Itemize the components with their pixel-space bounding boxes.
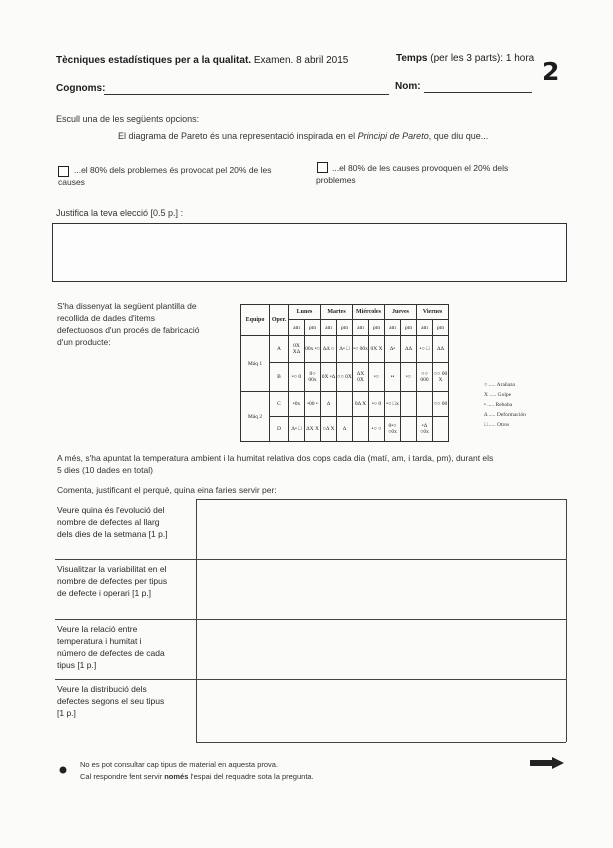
tally-cell: •Δ ○0x — [417, 417, 433, 442]
head-equipo: Equipo — [241, 305, 270, 336]
answer-box-relation[interactable] — [198, 621, 564, 678]
answer-box-distribution[interactable] — [198, 681, 564, 741]
answer-divider — [55, 559, 566, 560]
defect-legend: ○ ..... Arañazo X ..... Golpe • ..... Rebaba Δ ..... Deformación □ ..... Otros — [484, 382, 526, 428]
head-day: Viernes — [417, 305, 449, 320]
answer-box-variability[interactable] — [198, 561, 564, 618]
tally-cell: ○○ 000 — [417, 363, 433, 392]
tally-cell: 00x •○ — [305, 336, 321, 363]
head-half: pm — [401, 320, 417, 336]
tally-cell: ΔΔ — [433, 336, 449, 363]
cognoms-field[interactable] — [104, 94, 389, 95]
head-day: Miércoles — [353, 305, 385, 320]
footer-notes: No es pot consultar cap tipus de material en aquesta prova. Cal respondre fent servir només l'espai del requadre sota la pregunta. — [80, 760, 314, 781]
tally-cell: •○ □x — [385, 392, 401, 417]
page-number: 2 — [542, 57, 560, 86]
tally-cell: Δ — [337, 417, 353, 442]
operator-label: B — [270, 363, 289, 392]
head-half: am — [417, 320, 433, 336]
time-label: Temps (per les 3 parts): 1 hora — [396, 53, 535, 64]
justify-answer-box[interactable] — [52, 223, 567, 282]
operator-label: C — [270, 392, 289, 417]
cognoms-label: Cognoms: — [56, 83, 106, 94]
tally-cell: Δ — [321, 392, 337, 417]
machine-label: Máq 1 — [241, 336, 270, 392]
machine-label: Máq 2 — [241, 392, 270, 442]
tally-cell: •○ □ — [417, 336, 433, 363]
nom-field[interactable] — [424, 92, 532, 93]
answer-left-rule — [196, 499, 197, 742]
temperature-note: A més, s'ha apuntat la temperatura ambient i la humitat relativa dos cops cada dia (matí, am, i tarda, pm), durant els 5 dies (10 dades en total) — [57, 453, 494, 475]
option-b-text: ...el 80% de les causes provoquen el 20% dels problemes — [316, 163, 509, 185]
tally-cell: Δ• □ — [289, 417, 305, 442]
tally-cell: •○ ○ — [369, 417, 385, 442]
comment-label: Comenta, justificant el perquè, quina eina faries servir per: — [57, 485, 277, 495]
tally-cell: •• — [385, 363, 401, 392]
tally-cell: •○ 00x — [353, 336, 369, 363]
exam-title: Tècniques estadístiques per a la qualitat. Examen. 8 abril 2015 — [56, 55, 349, 66]
tally-cell: •○ 0 — [369, 392, 385, 417]
item-evolution: Veure quina és l'evolució del nombre de defectes al llarg dels dies de la setmana [1 p.] — [57, 505, 168, 539]
bullet-icon — [59, 761, 67, 779]
nom-label: Nom: — [395, 81, 421, 92]
tally-cell: ○○ 0X — [337, 363, 353, 392]
head-day: Lunes — [289, 305, 321, 320]
answer-divider — [55, 619, 566, 620]
tally-cell: 0○ 00x — [305, 363, 321, 392]
tally-cell: 0X •Δ — [321, 363, 337, 392]
head-half: pm — [433, 320, 449, 336]
tally-cell — [401, 392, 417, 417]
tally-cell: ΔΔ — [401, 336, 417, 363]
q1-instruction: Escull una de les següents opcions: — [56, 114, 200, 124]
tally-cell: 0X XΔ — [289, 336, 305, 363]
q2-intro: S'ha dissenyat la següent plantilla de recollida de dades d'items defectuosos d'un procés de fabricació d'un producte: — [57, 301, 200, 347]
tally-cell: ΔX X — [305, 417, 321, 442]
answer-top-rule — [196, 499, 566, 500]
tally-cell: •00 • — [305, 392, 321, 417]
tally-cell: ○Δ X — [321, 417, 337, 442]
q1-statement: El diagrama de Pareto és una representació inspirada en el Principi de Pareto, que diu que... — [118, 131, 489, 141]
tally-cell: Δ• □ — [337, 336, 353, 363]
next-page-arrow-icon — [530, 756, 564, 774]
tally-cell: •○ — [401, 363, 417, 392]
option-a-text: ...el 80% dels problemes és provocat pel 20% de les causes — [58, 165, 272, 187]
head-oper: Oper. — [270, 305, 289, 336]
head-half: am — [385, 320, 401, 336]
tally-cell: ΔX 0X — [353, 363, 369, 392]
tally-cell: •○ — [369, 363, 385, 392]
tally-cell — [337, 392, 353, 417]
defect-template-table — [240, 304, 449, 442]
tally-cell — [433, 417, 449, 442]
item-relation: Veure la relació entre temperatura i humitat i número de defectes de cada tipus [1 p.] — [57, 624, 165, 670]
tally-cell — [401, 417, 417, 442]
head-day: Jueves — [385, 305, 417, 320]
tally-cell: ○○ 00 — [433, 392, 449, 417]
operator-label: A — [270, 336, 289, 363]
tally-cell: 0•○ ○0x — [385, 417, 401, 442]
head-day: Martes — [321, 305, 353, 320]
tally-cell: •0x — [289, 392, 305, 417]
answer-box-evolution[interactable] — [198, 501, 564, 558]
tally-cell: 0Δ X — [353, 392, 369, 417]
answer-bottom-rule — [196, 742, 566, 743]
head-half: am — [321, 320, 337, 336]
option-b-checkbox[interactable] — [317, 162, 328, 173]
tally-cell: ΔΔ ○ — [321, 336, 337, 363]
tally-cell — [353, 417, 369, 442]
tally-cell: •○ 0 — [289, 363, 305, 392]
head-half: pm — [305, 320, 321, 336]
head-half: am — [289, 320, 305, 336]
head-half: pm — [337, 320, 353, 336]
answer-divider — [55, 679, 566, 680]
tally-cell — [417, 392, 433, 417]
justify-label: Justifica la teva elecció [0.5 p.] : — [56, 208, 184, 218]
tally-cell: ○○ 00 X — [433, 363, 449, 392]
head-half: pm — [369, 320, 385, 336]
operator-label: D — [270, 417, 289, 442]
head-half: am — [353, 320, 369, 336]
item-distribution: Veure la distribució dels defectes segons el seu tipus [1 p.] — [57, 684, 165, 718]
item-variability: Visualitzar la variabilitat en el nombre de defectes per tipus de defecte i operari [1 p.] — [57, 564, 168, 598]
tally-cell: 0X X — [369, 336, 385, 363]
answer-right-rule — [566, 499, 567, 742]
tally-cell: Δ• — [385, 336, 401, 363]
